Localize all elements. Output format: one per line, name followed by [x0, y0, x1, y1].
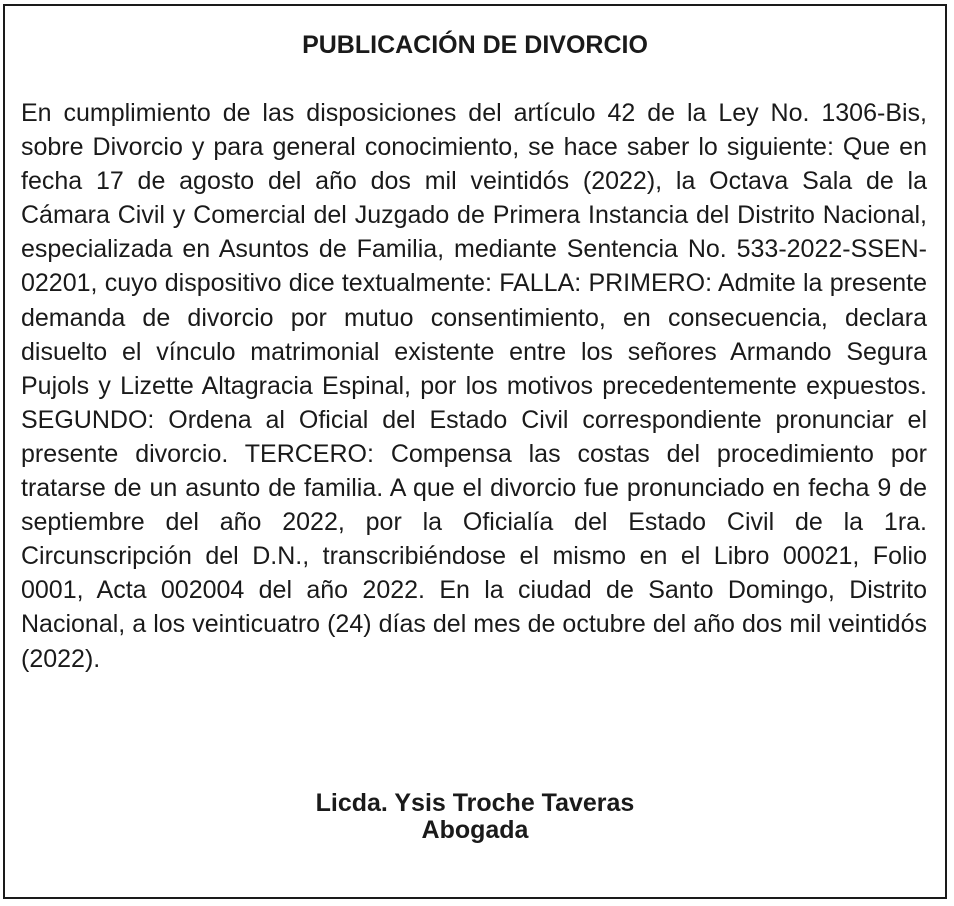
notice-box: [3, 4, 947, 899]
signature-block: [5, 790, 945, 844]
notice-title: PUBLICACIÓN DE DIVORCIO: [302, 31, 648, 59]
notice-body: En cumplimiento de las disposiciones del artículo 42 de la Ley No. 1306-Bis, sobre Divorcio y para general conocimiento, se hace saber lo siguiente: Que en fecha 17 de agosto del año dos mil veintidós (2022), la Octava Sala de la Cámara Civil y Comercial del Juzgado de Primera Instancia del Distrito Nacional, especializada en Asuntos de Familia, mediante Sentencia No. 533-2022-SSEN-02201, cuyo dispositivo dice textualmente: FALLA: PRIMERO: Admite la presente demanda de divorcio por mutuo consentimiento, en consecuencia, declara disuelto el vínculo matrimonial existente entre los señores Armando Segura Pujols y Lizette Altagracia Espinal, por los motivos precedentemente expuestos. SEGUNDO: Ordena al Oficial del Estado Civil correspondiente pronunciar el presente divorcio. TERCERO: Compensa las costas del procedimiento por tratarse de un asunto de familia. A que el divorcio fue pronunciado en fecha 9 de septiembre del año 2022, por la Oficialía del Estado Civil de la 1ra. Circunscripción del D.N., transcribiéndose el mismo en el Libro 00021, Folio 0001, Acta 002004 del año 2022. En la ciudad de Santo Domingo, Distrito Nacional, a los veinticuatro (24) días del mes de octubre del año dos mil veintidós (2022).: [21, 99, 927, 673]
signature-name: Licda. Ysis Troche Taveras: [315, 789, 635, 817]
signature-role: Abogada: [421, 816, 529, 844]
